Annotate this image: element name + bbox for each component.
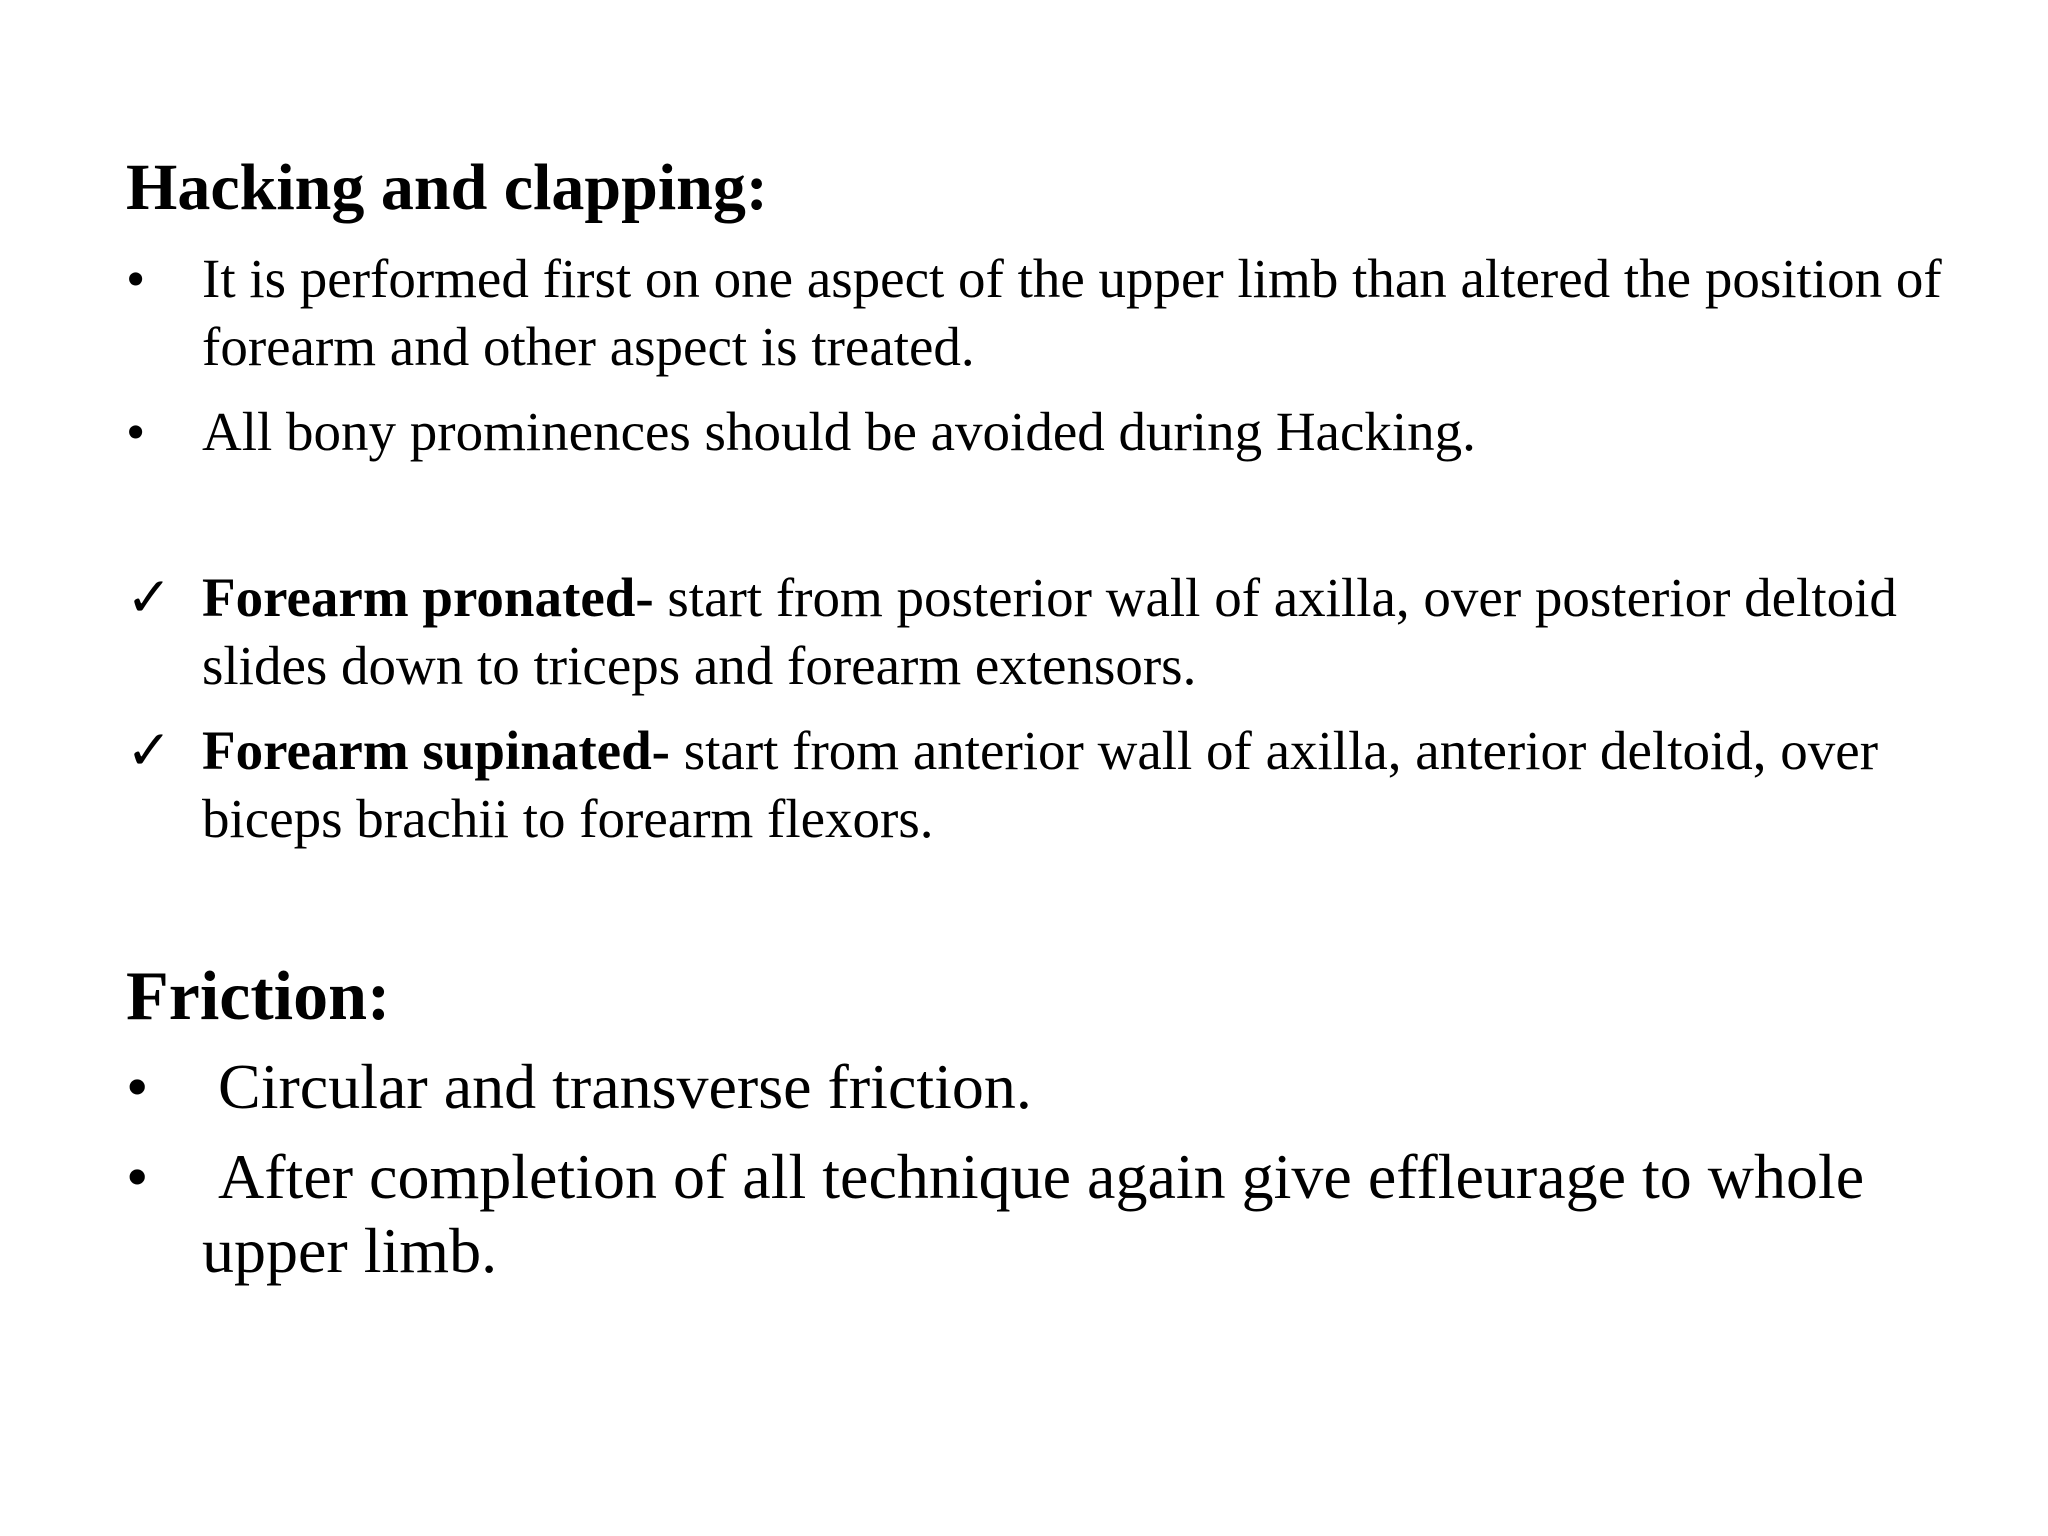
bullet-marker: •: [126, 1051, 149, 1122]
check-term: Forearm pronated-: [202, 567, 654, 628]
bullet-item: [126, 398, 1986, 468]
bullet-marker: •: [126, 1141, 149, 1212]
check-term: Forearm supinated-: [202, 720, 670, 781]
bullet-item: [126, 1140, 1986, 1290]
bullet-text: All bony prominences should be avoided during Hacking.: [202, 401, 1476, 462]
checkmark-icon: ✓: [126, 567, 173, 628]
heading-friction: Friction:: [126, 958, 391, 1035]
check-item: [126, 564, 1986, 704]
check-description: start from anterior wall of axilla, anterior deltoid, over biceps brachii to forearm flexors.: [202, 720, 1879, 849]
bullet-text: Circular and transverse friction.: [218, 1051, 1032, 1122]
check-text: [202, 717, 1982, 853]
bullet-text: [202, 1140, 1982, 1288]
heading-hacking-and-clapping: Hacking and clapping:: [126, 151, 768, 224]
check-description: start from posterior wall of axilla, over posterior deltoid slides down to triceps and forearm extensors.: [202, 567, 1897, 696]
bullet-text: It is performed first on one aspect of the upper limb than altered the position of forearm and other aspect is treated.: [202, 248, 1942, 377]
bullet-text-content: After completion of all technique again give effleurage to whole upper limb.: [202, 1141, 1865, 1286]
check-text: [202, 564, 1982, 700]
check-item: [126, 717, 1986, 857]
bullet-marker: •: [126, 248, 146, 309]
checkmark-icon: ✓: [126, 720, 173, 781]
bullet-item: [126, 1050, 1986, 1130]
bullet-marker: •: [126, 401, 146, 462]
bullet-item: [126, 245, 1986, 385]
